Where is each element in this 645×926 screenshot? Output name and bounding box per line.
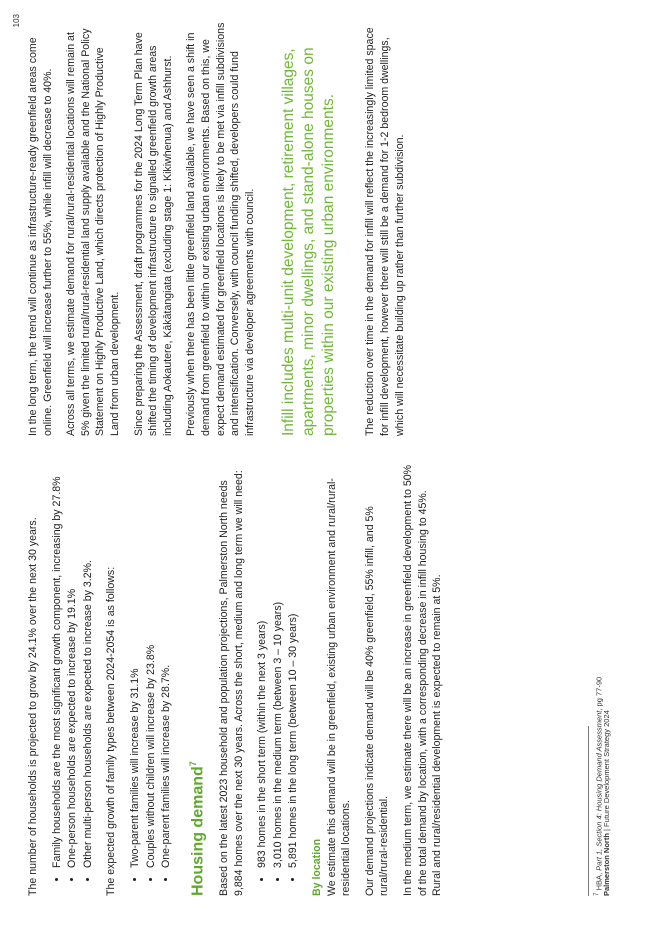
location-paragraph-2: Our demand projections indicate demand will be 40% greenfield, 55% infill, and 5% rural/rural-residential. <box>363 506 391 896</box>
left-column <box>26 464 454 896</box>
footnote-text: HBA, <box>594 870 604 893</box>
list-item: • Family households are the most significant growth component, increasing by 27.8% <box>50 464 65 868</box>
footnote-pages: , pg 77-90 <box>594 676 604 711</box>
heading-text: Housing demand <box>189 766 207 896</box>
households-intro: The number of households is projected to grow by 24.1% over the next 30 years. <box>27 517 39 896</box>
list-item: • Other multi-person households are expected to increase by 3.2%. <box>81 464 96 868</box>
list-item: • 5,891 homes in the long term (between 10 – 30 years) <box>286 464 301 868</box>
list-item: • One-person households are expected to increase by 19.1% <box>65 464 80 868</box>
footnote-divider <box>588 726 589 896</box>
homes-needed-list <box>255 464 301 896</box>
infill-reduction-paragraph: The reduction over time in the demand for infill will reflect the increasingly limited space for infill development, however there will still be a demand for 1-2 bedroom dwellings, which will necessitate building up rather than further subdivision. <box>364 27 406 436</box>
right-column <box>26 21 416 436</box>
location-paragraph-3: In the medium term, we estimate there will be an increase in greenfield development to 50% of the total demand by location, with a corresponding decrease in infill housing to 45%. Rural and rural/residential development is expected to remain at 5%. <box>402 464 444 896</box>
household-growth-list <box>50 464 96 896</box>
location-paragraph-1: We estimate this demand will be in greenfield, existing urban environment and rural/rural-residential locations. <box>325 478 353 896</box>
page-number: 103 <box>12 14 21 28</box>
list-item: • 3,010 homes in the medium term (between 3 – 10 years) <box>271 464 286 868</box>
rural-demand-paragraph: Across all terms, we estimate demand for rural/rural-residential locations will remain at 5% given the limited rural/rural-residential land supply available and the National Policy Statement on Highly Productive Land, which directs protection of Highly Productive Land from urban development. <box>65 28 121 436</box>
footer-org: Palmerston North <box>602 833 611 896</box>
heading-footnote-ref: 7 <box>187 761 198 767</box>
list-item: • One-parent families will increase by 28.7%. <box>159 464 174 868</box>
family-types-intro: The expected growth of family types between 2024-2054 is as follows: <box>105 566 118 896</box>
list-item: • Two-parent families will increase by 31.1% <box>128 464 143 868</box>
demand-intro: Based on the latest 2023 household and population projections, Palmerston North needs 9,884 homes over the next 30 years. Across the short, medium and long term we will need: <box>218 470 245 896</box>
footer-separator: | <box>602 826 611 834</box>
list-item: • Couples without children will increase by 23.8% <box>144 464 159 868</box>
footnote-number: 7 <box>593 892 600 896</box>
by-location-subheading: By location <box>311 838 324 896</box>
page-footer <box>602 710 612 896</box>
housing-demand-heading <box>183 464 208 896</box>
long-term-paragraph: In the long term, the trend will continue as infrastructure-ready greenfield areas come online. Greenfield will increase further to 55%, while infill will decrease to 40%. <box>27 37 54 436</box>
greenfield-shift-paragraph: Previously when there has been little greenfield land available, we have seen a shift in demand from greenfield to within our existing urban environments. Based on this, we expect demand estimated for greenfield locations is likely to be met via infill subdivisions and intensification. Conversely, with council funding shifted, developers could fund infrastructure via developer agreements with council. <box>185 22 256 436</box>
infill-callout: Infill includes multi-unit development, retirement villages, apartments, minor dwellings, and stand-alone houses on properties within our existing urban environments. <box>280 47 338 436</box>
long-term-plan-paragraph: Since preparing the Assessment, draft programmes for the 2024 Long Term Plan have shifted the timing of development infrastructure to signalled greenfield growth areas including Aokautere, Kākātangiata (excluding stage 1: Kikiwhenua) and Ashhurst. <box>132 32 174 436</box>
footer-doc-title: Future Development Strategy 2024 <box>602 710 611 827</box>
list-item: • 983 homes in the short term (within the next 3 years) <box>255 464 270 868</box>
family-growth-list <box>128 464 174 896</box>
footnote-source-title: Part 1, Section 4: Housing Demand Assessment <box>594 710 604 871</box>
